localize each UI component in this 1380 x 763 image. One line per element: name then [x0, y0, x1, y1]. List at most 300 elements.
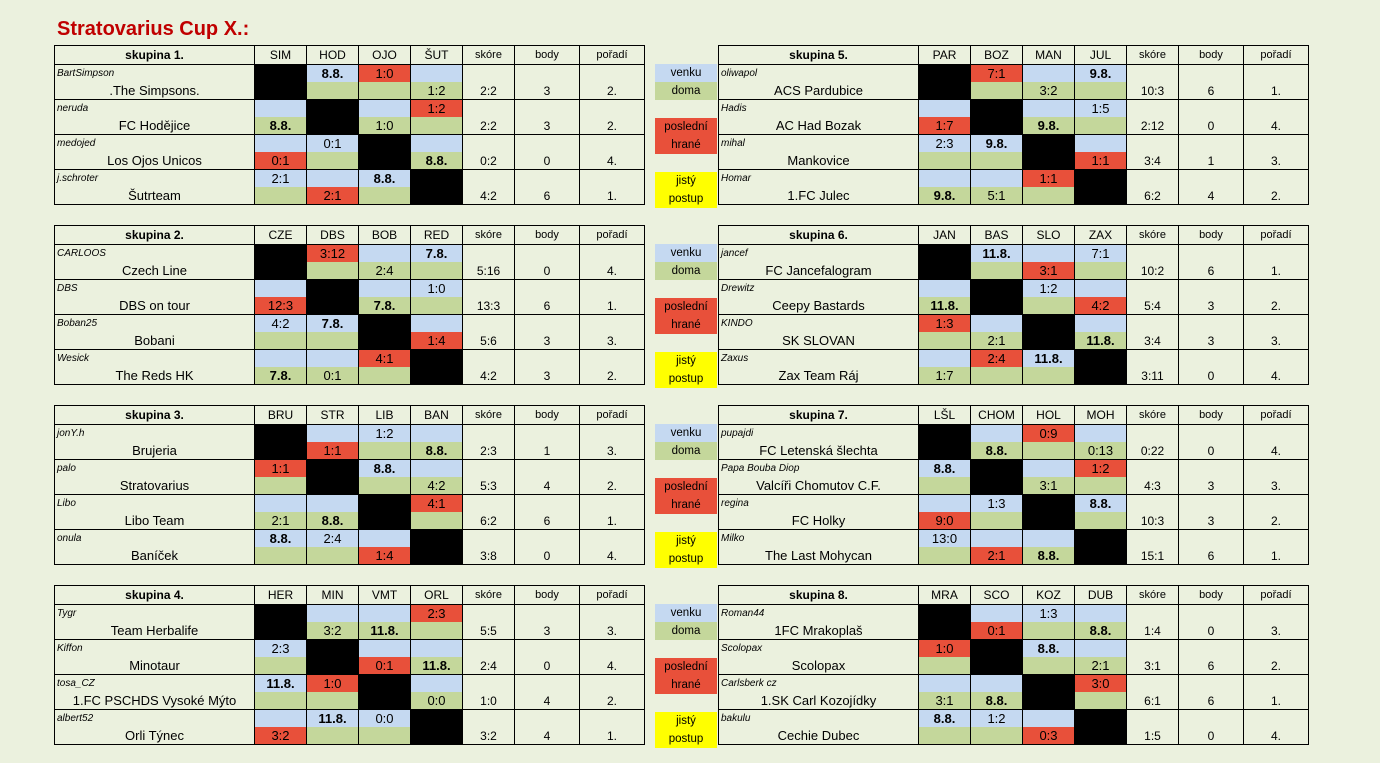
away-match-cell [1075, 280, 1127, 298]
team-score: 2:3 [463, 425, 515, 460]
away-match-cell [307, 170, 359, 188]
team-owner: DBS [55, 280, 255, 298]
team-row [719, 425, 1373, 443]
legend-away: venku [655, 64, 717, 82]
self-match-cell [307, 640, 359, 675]
team-points: 3 [1179, 280, 1244, 315]
team-rank: 3. [580, 605, 645, 640]
home-match-cell [971, 262, 1023, 280]
opponent-code: RED [411, 226, 463, 245]
away-match-cell: 8.8. [919, 460, 971, 478]
team-name: Minotaur [55, 657, 255, 675]
team-points: 3 [515, 605, 580, 640]
home-match-cell [919, 547, 971, 565]
legend-last-played: poslední [655, 658, 717, 676]
home-match-cell: 3:1 [919, 692, 971, 710]
page-title: Stratovarius Cup X.: [57, 18, 250, 40]
team-score: 6:2 [1127, 170, 1179, 205]
legend-home: doma [655, 622, 717, 640]
team-rank: 2. [1244, 170, 1309, 205]
home-match-cell: 2:1 [307, 187, 359, 205]
home-match-cell [307, 152, 359, 170]
team-owner: Drewitz [719, 280, 919, 298]
group-header [719, 46, 1373, 65]
team-row [719, 675, 1373, 693]
home-match-cell [307, 547, 359, 565]
group-4 [718, 225, 1373, 385]
team-owner: jonY.h [55, 425, 255, 443]
team-row [55, 640, 709, 658]
team-owner: Wesick [55, 350, 255, 368]
home-match-cell: 8.8. [1023, 547, 1075, 565]
points-header: body [1179, 586, 1244, 605]
team-score: 0:2 [463, 135, 515, 170]
away-match-cell [255, 280, 307, 298]
team-rank: 2. [1244, 280, 1309, 315]
opponent-code: HER [255, 586, 307, 605]
home-match-cell [919, 657, 971, 675]
self-match-cell [971, 460, 1023, 495]
team-name: 1.SK Carl Kozojídky [719, 692, 919, 710]
team-rank: 4. [1244, 425, 1309, 460]
team-row [55, 530, 709, 548]
team-row [55, 710, 709, 728]
team-row [55, 605, 709, 623]
away-match-cell: 1:3 [1023, 605, 1075, 623]
team-owner: Roman44 [719, 605, 919, 623]
legend-qualified: postup [655, 730, 717, 748]
home-match-cell: 12:3 [255, 297, 307, 315]
home-match-cell: 11.8. [919, 297, 971, 315]
away-match-cell [307, 605, 359, 623]
home-match-cell: 0:3 [1023, 727, 1075, 745]
opponent-code: ŠUT [411, 46, 463, 65]
team-owner: mihal [719, 135, 919, 153]
team-rank: 1. [1244, 245, 1309, 280]
group-table [54, 45, 709, 205]
self-match-cell [307, 100, 359, 135]
team-owner: bakulu [719, 710, 919, 728]
group-table [54, 225, 709, 385]
away-match-cell [359, 280, 411, 298]
home-match-cell [919, 332, 971, 350]
away-match-cell: 7:1 [1075, 245, 1127, 263]
away-match-cell [971, 605, 1023, 623]
team-rank: 1. [1244, 675, 1309, 710]
self-match-cell [411, 530, 463, 565]
team-owner: Carlsberk cz [719, 675, 919, 693]
away-match-cell [919, 100, 971, 118]
self-match-cell [1023, 135, 1075, 170]
group-name: skupina 8. [719, 586, 919, 605]
self-match-cell [1075, 710, 1127, 745]
team-name: Libo Team [55, 512, 255, 530]
team-owner: Kiffon [55, 640, 255, 658]
team-score: 3:8 [463, 530, 515, 565]
team-name: Baníček [55, 547, 255, 565]
group-table [54, 405, 709, 565]
home-match-cell: 1:1 [307, 442, 359, 460]
home-match-cell [307, 727, 359, 745]
group-header [55, 406, 709, 425]
team-rank: 1. [580, 170, 645, 205]
self-match-cell [919, 425, 971, 460]
home-match-cell: 8.8. [411, 152, 463, 170]
points-header: body [515, 46, 580, 65]
self-match-cell [411, 170, 463, 205]
team-rank: 4. [580, 640, 645, 675]
home-match-cell [919, 727, 971, 745]
opponent-code: VMT [359, 586, 411, 605]
self-match-cell [1075, 530, 1127, 565]
away-match-cell [255, 495, 307, 513]
home-match-cell: 2:4 [359, 262, 411, 280]
home-match-cell: 3:2 [255, 727, 307, 745]
team-owner: Libo [55, 495, 255, 513]
opponent-code: STR [307, 406, 359, 425]
team-score: 3:2 [463, 710, 515, 745]
self-match-cell [307, 280, 359, 315]
away-match-cell: 7.8. [411, 245, 463, 263]
legend-gap [655, 280, 717, 298]
team-score: 4:3 [1127, 460, 1179, 495]
away-match-cell [1023, 460, 1075, 478]
away-match-cell: 1:0 [307, 675, 359, 693]
legend [655, 64, 717, 208]
team-row [55, 675, 709, 693]
score-header: skóre [1127, 226, 1179, 245]
points-header: body [515, 406, 580, 425]
self-match-cell [255, 605, 307, 640]
home-match-cell: 7.8. [359, 297, 411, 315]
legend-away: venku [655, 244, 717, 262]
score-header: skóre [463, 46, 515, 65]
team-points: 6 [515, 280, 580, 315]
opponent-code: DUB [1075, 586, 1127, 605]
team-score: 1:5 [1127, 710, 1179, 745]
team-score: 3:4 [1127, 135, 1179, 170]
away-match-cell: 9.8. [971, 135, 1023, 153]
self-match-cell [971, 640, 1023, 675]
opponent-code: BAS [971, 226, 1023, 245]
team-name: Scolopax [719, 657, 919, 675]
legend-gap [655, 334, 717, 352]
home-match-cell: 8.8. [971, 692, 1023, 710]
team-points: 3 [1179, 495, 1244, 530]
home-match-cell [919, 477, 971, 495]
legend-qualified: jistý [655, 532, 717, 550]
team-name: Valcíři Chomutov C.F. [719, 477, 919, 495]
team-row [55, 245, 709, 263]
team-points: 3 [515, 65, 580, 100]
away-match-cell: 7.8. [307, 315, 359, 333]
self-match-cell [1023, 675, 1075, 710]
team-owner: CARLOOS [55, 245, 255, 263]
team-row [719, 710, 1373, 728]
home-match-cell [307, 332, 359, 350]
home-match-cell [1023, 442, 1075, 460]
away-match-cell: 1:2 [971, 710, 1023, 728]
team-points: 6 [1179, 640, 1244, 675]
legend-gap [655, 640, 717, 658]
home-match-cell: 0:13 [1075, 442, 1127, 460]
group-1 [54, 45, 709, 205]
points-header: body [1179, 226, 1244, 245]
home-match-cell: 2:1 [1075, 657, 1127, 675]
home-match-cell: 8.8. [307, 512, 359, 530]
legend-last-played: hrané [655, 496, 717, 514]
legend-last-played: poslední [655, 298, 717, 316]
score-header: skóre [463, 226, 515, 245]
legend [655, 424, 717, 568]
home-match-cell [1075, 262, 1127, 280]
home-match-cell: 11.8. [411, 657, 463, 675]
away-match-cell: 1:2 [1023, 280, 1075, 298]
group-5 [54, 405, 709, 565]
self-match-cell [359, 675, 411, 710]
legend-home: doma [655, 262, 717, 280]
team-owner: Scolopax [719, 640, 919, 658]
team-row [719, 135, 1373, 153]
team-points: 4 [515, 460, 580, 495]
home-match-cell [1023, 622, 1075, 640]
away-match-cell [255, 350, 307, 368]
team-name: FC Jancefalogram [719, 262, 919, 280]
away-match-cell [919, 495, 971, 513]
away-match-cell [919, 280, 971, 298]
team-row [55, 135, 709, 153]
team-points: 6 [1179, 65, 1244, 100]
away-match-cell: 3:12 [307, 245, 359, 263]
team-points: 6 [1179, 530, 1244, 565]
legend-away: venku [655, 604, 717, 622]
away-match-cell: 1:0 [919, 640, 971, 658]
rank-header: pořadí [580, 226, 645, 245]
team-name: The Last Mohycan [719, 547, 919, 565]
home-match-cell [307, 262, 359, 280]
away-match-cell: 7:1 [971, 65, 1023, 83]
team-owner: palo [55, 460, 255, 478]
opponent-code: DBS [307, 226, 359, 245]
away-match-cell [307, 425, 359, 443]
team-score: 0:22 [1127, 425, 1179, 460]
team-points: 6 [1179, 245, 1244, 280]
home-match-cell [359, 727, 411, 745]
group-name: skupina 1. [55, 46, 255, 65]
team-score: 5:4 [1127, 280, 1179, 315]
opponent-code: SIM [255, 46, 307, 65]
away-match-cell [971, 315, 1023, 333]
team-rank: 2. [580, 65, 645, 100]
team-row [55, 65, 709, 83]
away-match-cell: 8.8. [359, 460, 411, 478]
team-row [719, 100, 1373, 118]
team-owner: albert52 [55, 710, 255, 728]
away-match-cell [971, 425, 1023, 443]
home-match-cell: 0:1 [255, 152, 307, 170]
opponent-code: BOZ [971, 46, 1023, 65]
team-owner: neruda [55, 100, 255, 118]
team-owner: tosa_CZ [55, 675, 255, 693]
away-match-cell [1023, 530, 1075, 548]
home-match-cell: 3:2 [307, 622, 359, 640]
team-name: Bobani [55, 332, 255, 350]
away-match-cell: 8.8. [307, 65, 359, 83]
team-score: 5:3 [463, 460, 515, 495]
away-match-cell: 8.8. [359, 170, 411, 188]
team-owner: Papa Bouba Diop [719, 460, 919, 478]
legend-away: venku [655, 424, 717, 442]
home-match-cell [255, 477, 307, 495]
away-match-cell [255, 135, 307, 153]
legend-qualified: jistý [655, 172, 717, 190]
home-match-cell [919, 152, 971, 170]
group-table [54, 585, 709, 745]
opponent-code: ZAX [1075, 226, 1127, 245]
home-match-cell [1075, 692, 1127, 710]
team-name: SK SLOVAN [719, 332, 919, 350]
legend-home: doma [655, 442, 717, 460]
home-match-cell [411, 622, 463, 640]
team-name: Stratovarius [55, 477, 255, 495]
team-score: 5:16 [463, 245, 515, 280]
home-match-cell [411, 117, 463, 135]
home-match-cell: 4:2 [1075, 297, 1127, 315]
team-points: 0 [515, 135, 580, 170]
legend-last-played: hrané [655, 676, 717, 694]
group-name: skupina 6. [719, 226, 919, 245]
home-match-cell: 0:1 [971, 622, 1023, 640]
home-match-cell: 11.8. [1075, 332, 1127, 350]
opponent-code: BOB [359, 226, 411, 245]
team-row [55, 350, 709, 368]
opponent-code: ORL [411, 586, 463, 605]
away-match-cell: 2:1 [255, 170, 307, 188]
away-match-cell: 1:1 [255, 460, 307, 478]
away-match-cell [1023, 65, 1075, 83]
away-match-cell [919, 350, 971, 368]
group-header [719, 226, 1373, 245]
legend-gap [655, 154, 717, 172]
team-points: 0 [1179, 100, 1244, 135]
legend-last-played: hrané [655, 316, 717, 334]
home-match-cell [359, 442, 411, 460]
home-match-cell: 8.8. [971, 442, 1023, 460]
home-match-cell [359, 187, 411, 205]
away-match-cell [1023, 100, 1075, 118]
away-match-cell [411, 65, 463, 83]
group-header [719, 586, 1373, 605]
away-match-cell: 8.8. [1023, 640, 1075, 658]
self-match-cell [1075, 350, 1127, 385]
team-points: 6 [515, 170, 580, 205]
self-match-cell [255, 425, 307, 460]
team-owner: Boban25 [55, 315, 255, 333]
team-owner: BartSimpson [55, 65, 255, 83]
opponent-code: JUL [1075, 46, 1127, 65]
legend-qualified: postup [655, 370, 717, 388]
score-header: skóre [1127, 406, 1179, 425]
home-match-cell [1023, 297, 1075, 315]
self-match-cell [359, 495, 411, 530]
team-name: Orli Týnec [55, 727, 255, 745]
home-match-cell: 1:1 [1075, 152, 1127, 170]
away-match-cell [1075, 640, 1127, 658]
opponent-code: MAN [1023, 46, 1075, 65]
team-points: 3 [1179, 460, 1244, 495]
away-match-cell: 11.8. [255, 675, 307, 693]
away-match-cell [1023, 245, 1075, 263]
rank-header: pořadí [1244, 46, 1309, 65]
team-score: 10:3 [1127, 65, 1179, 100]
home-match-cell: 1:0 [359, 117, 411, 135]
team-points: 1 [1179, 135, 1244, 170]
team-rank: 1. [1244, 530, 1309, 565]
team-row [55, 100, 709, 118]
away-match-cell [359, 640, 411, 658]
self-match-cell [971, 100, 1023, 135]
team-points: 0 [1179, 710, 1244, 745]
team-score: 4:2 [463, 350, 515, 385]
away-match-cell: 8.8. [919, 710, 971, 728]
home-match-cell: 8.8. [411, 442, 463, 460]
opponent-code: SCO [971, 586, 1023, 605]
away-match-cell: 0:0 [359, 710, 411, 728]
home-match-cell [1075, 117, 1127, 135]
team-score: 2:12 [1127, 100, 1179, 135]
away-match-cell [1075, 605, 1127, 623]
team-points: 3 [1179, 315, 1244, 350]
team-rank: 1. [580, 710, 645, 745]
group-header [55, 46, 709, 65]
away-match-cell: 0:9 [1023, 425, 1075, 443]
team-row [719, 245, 1373, 263]
rank-header: pořadí [580, 586, 645, 605]
team-name: FC Holky [719, 512, 919, 530]
home-match-cell [971, 152, 1023, 170]
team-owner: Zaxus [719, 350, 919, 368]
away-match-cell: 8.8. [255, 530, 307, 548]
away-match-cell: 4:2 [255, 315, 307, 333]
team-points: 0 [1179, 425, 1244, 460]
home-match-cell: 11.8. [359, 622, 411, 640]
home-match-cell: 7.8. [255, 367, 307, 385]
rank-header: pořadí [1244, 226, 1309, 245]
team-rank: 3. [580, 315, 645, 350]
away-match-cell [255, 100, 307, 118]
away-match-cell: 1:0 [411, 280, 463, 298]
team-name: .The Simpsons. [55, 82, 255, 100]
team-row [719, 65, 1373, 83]
team-name: ACS Pardubice [719, 82, 919, 100]
team-rank: 3. [1244, 135, 1309, 170]
team-row [55, 280, 709, 298]
team-rank: 4. [1244, 350, 1309, 385]
legend-qualified: jistý [655, 712, 717, 730]
self-match-cell [307, 460, 359, 495]
legend-gap [655, 694, 717, 712]
group-name: skupina 3. [55, 406, 255, 425]
team-owner: j.schroter [55, 170, 255, 188]
team-points: 0 [1179, 605, 1244, 640]
legend-qualified: postup [655, 190, 717, 208]
team-points: 4 [515, 710, 580, 745]
group-table [718, 405, 1373, 565]
away-match-cell: 1:2 [1075, 460, 1127, 478]
group-header [55, 586, 709, 605]
team-points: 3 [515, 100, 580, 135]
home-match-cell [255, 692, 307, 710]
